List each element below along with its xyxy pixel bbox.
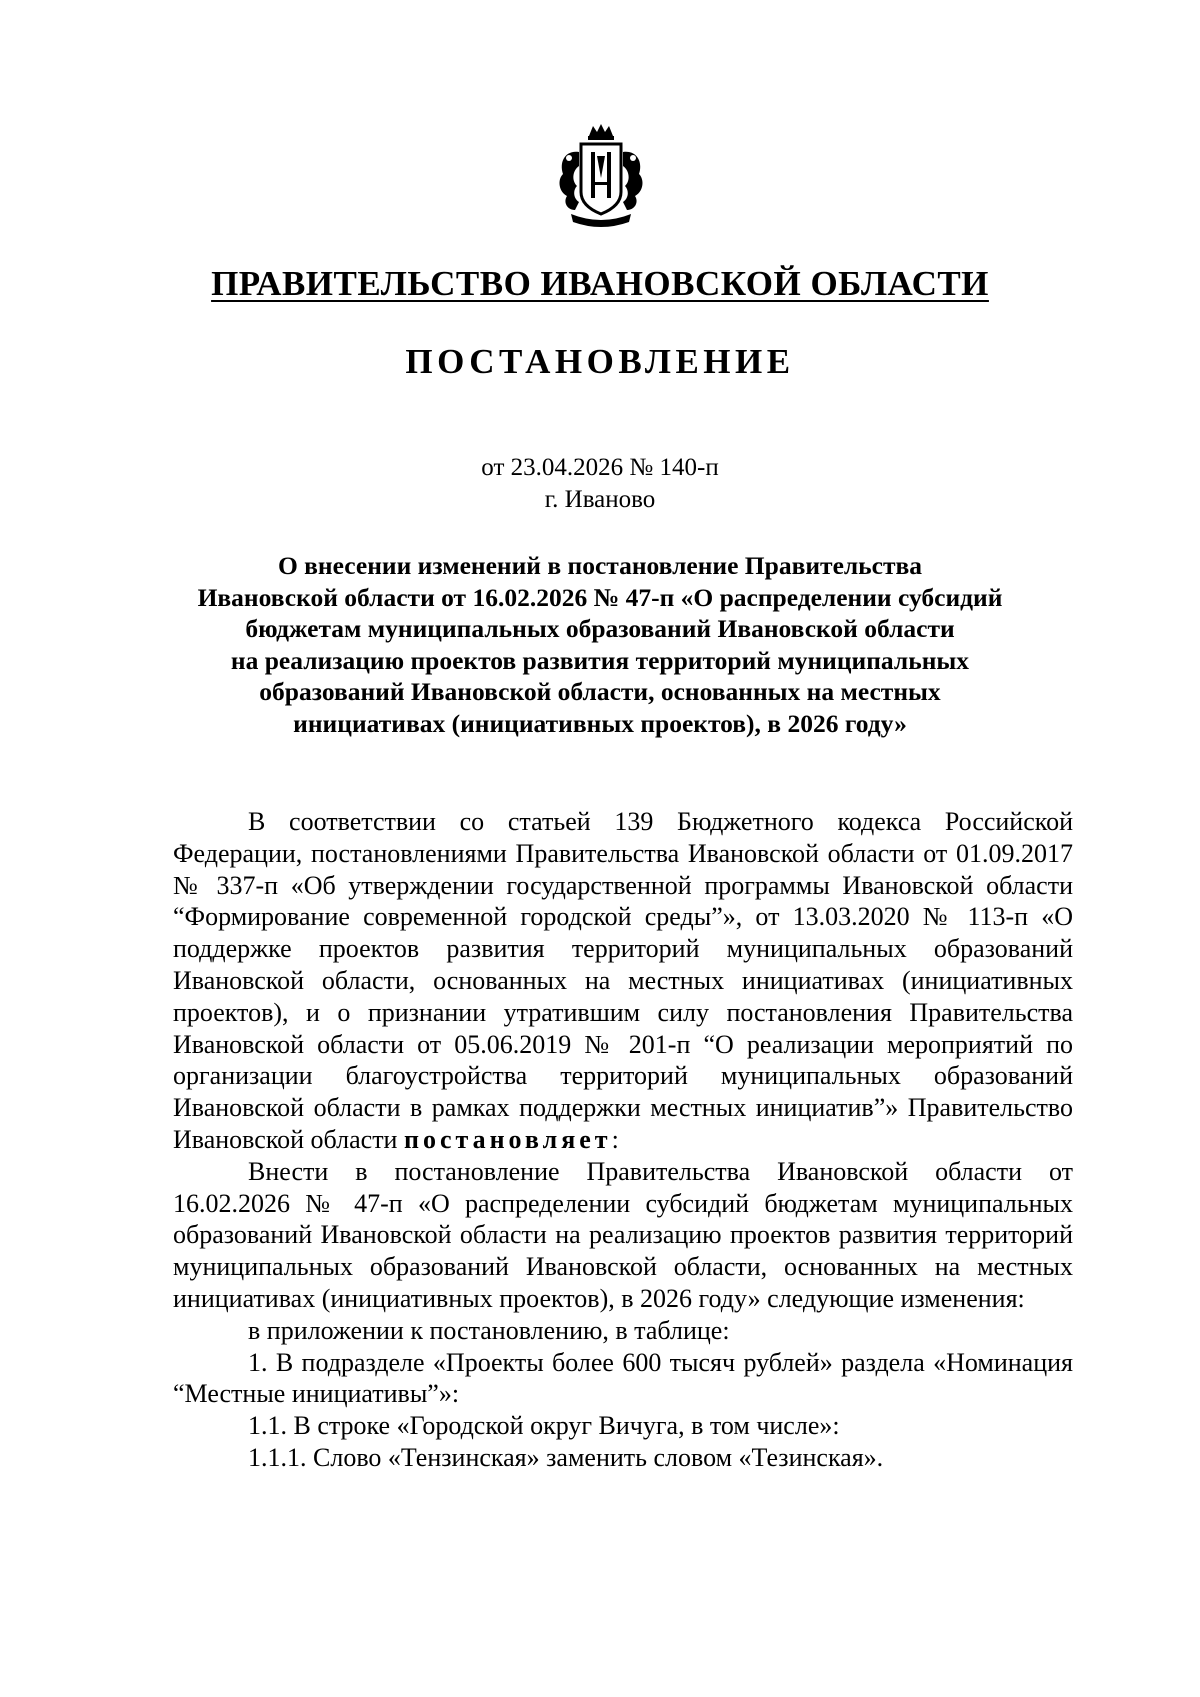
- subject-line: бюджетам муниципальных образований Ивановской области: [245, 614, 955, 643]
- body-paragraph: 1.1. В строке «Городской округ Вичуга, в том числе»:: [248, 1411, 840, 1441]
- preamble-end: :: [611, 1124, 619, 1154]
- organization-title: [0, 262, 1200, 306]
- body-paragraph: 1. В подразделе «Проекты более 600 тысяч рублей» раздела «Номинация “Местные инициативы”»:: [173, 1347, 1073, 1409]
- document-type-heading: ПОСТАНОВЛЕНИЕ: [405, 342, 795, 381]
- preamble-text: В соответствии со статьей 139 Бюджетного кодекса Российской Федерации, постановлениями Правительства Ивановской области от 01.09.2017 № 337-п «Об утверждении государственной программы Ивановской области “Формирование современной городской среды”», от 13.03.2020 № 113-п «О поддержке проектов развития территорий муниципальных образований Ивановской области, основанных на местных инициативах (инициативных проектов), и о признании утратившим силу постановления Правительства Ивановской области от 05.06.2019 № 201-п “О реализации мероприятий по организации благоустройства территорий муниципальных образований Ивановской области в рамках поддержки местных инициатив”» Правительство Ивановской области: [173, 807, 1073, 1154]
- subject-line: инициативах (инициативных проектов), в 2026 году»: [293, 708, 907, 738]
- coat-of-arms-icon: [551, 122, 651, 234]
- organization-title-text: ПРАВИТЕЛЬСТВО ИВАНОВСКОЙ ОБЛАСТИ: [211, 264, 989, 303]
- subject-line: О внесении изменений в постановление Правительства: [277, 551, 923, 580]
- document-subject: [0, 550, 1200, 739]
- body-paragraph: 1.1.1. Слово «Тензинская» заменить словом «Тезинская».: [248, 1442, 884, 1472]
- preamble-paragraph: [173, 806, 1073, 1156]
- document-date-number: от 23.04.2026 № 140-п: [481, 454, 719, 481]
- body-paragraph: в приложении к постановлению, в таблице:: [248, 1315, 730, 1345]
- document-body: [173, 806, 1073, 1474]
- subject-line: на реализацию проектов развития территорий муниципальных: [230, 645, 970, 675]
- resolves-word: постановляет: [403, 1124, 612, 1154]
- document-city: г. Иваново: [544, 486, 656, 513]
- body-paragraph: Внести в постановление Правительства Ивановской области от 16.02.2026 № 47-п «О распределении субсидий бюджетам муниципальных образований Ивановской области на реализацию проектов развития территорий муниципальных образований Ивановской области, основанных на местных инициативах (инициативных проектов), в 2026 году» следующие изменения:: [173, 1156, 1073, 1313]
- subject-line: образований Ивановской области, основанных на местных: [259, 677, 941, 706]
- subject-line: Ивановской области от 16.02.2026 № 47-п «О распределении субсидий: [197, 582, 1003, 612]
